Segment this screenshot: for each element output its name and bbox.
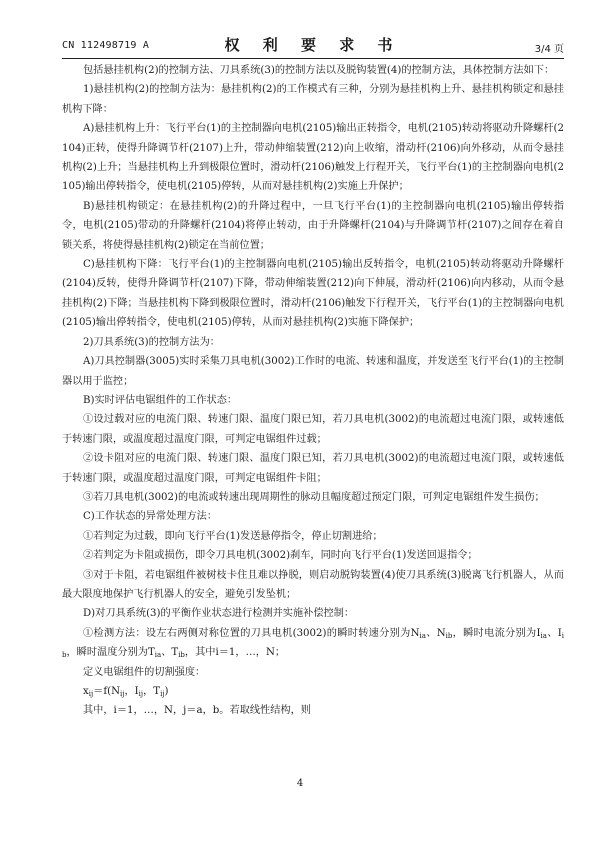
paragraph: ②设卡阻对应的电流门限、转速门限、温度门限已知，若刀具电机(3002)的电流超过电流门限，或转速低于转速门限，或温度超过温度门限，可判定电锯组件卡阻；	[62, 453, 564, 484]
paragraph: ①设过载对应的电流门限、转速门限、温度门限已知，若刀具电机(3002)的电流超过电流门限，或转速低于转速门限，或温度超过温度门限，可判定电锯组件过载；	[62, 414, 564, 445]
paragraph: D)对刀具系统(3)的平衡作业状态进行检测并实施补偿控制：	[83, 608, 355, 620]
paragraph: A)悬挂机构上升：飞行平台(1)的主控制器向电机(2105)输出正转指令，电机(2105)转动将驱动升降螺杆(2104)正转，使得升降调节杆(2107)上升，带动伸缩装置(212)向上收缩，滑动杆(2106)向外移动，从而令悬挂机构(2)上升；当悬挂机构上升到极限位置时，滑动杆(2106)触发上行程开关，飞行平台(1)的主控制器向电机(2105)输出停转指令，使电机(2105)停转，从而对悬挂机构(2)实施上升保护；	[62, 123, 564, 193]
paragraph: ③若刀具电机(3002)的电流或转速出现周期性的脉动且幅度超过预定门限，可判定电锯组件发生损伤；	[83, 491, 545, 503]
page-indicator: 3/4 页	[534, 44, 564, 55]
claims-body	[62, 61, 564, 721]
paragraph: ①若判定为过载，即向飞行平台(1)发送悬停指令，停止切割进给；	[83, 530, 383, 542]
paragraph: C)悬挂机构下降：飞行平台(1)的主控制器向电机(2105)输出反转指令，电机(2105)转动将驱动升降螺杆(2104)反转，使得升降调节杆(2107)下降，带动伸缩装置(212)向下伸展，滑动杆(2106)向内移动，从而令悬挂机构(2)下降；当悬挂机构下降到极限位置时，滑动杆(2106)触发下行程开关，飞行平台(1)的主控制器向电机(2105)输出停转指令，使电机(2105)停转，从而对悬挂机构(2)实施下降保护；	[62, 259, 564, 329]
paragraph: ③对于卡阻，若电锯组件被树枝卡住且难以挣脱，则启动脱钩装置(4)使刀具系统(3)脱离飞行机器人，从而最大限度地保护飞行机器人的安全，避免引发坠机；	[62, 569, 564, 600]
paragraph: B)悬挂机构锁定：在悬挂机构(2)的升降过程中，一旦飞行平台(1)的主控制器向电机(2105)输出停转指令，电机(2105)带动的升降螺杆(2104)将停止转动，由于升降螺杆(2104)与升降调节杆(2107)之间存在着自锁关系，将使得悬挂机构(2)锁定在当前位置；	[62, 200, 564, 251]
paragraph: 定义电锯组件的切割强度：	[83, 666, 206, 678]
paragraph: 2)刀具系统(3)的控制方法为：	[83, 336, 220, 348]
publication-number: CN 112498719 A	[62, 40, 150, 51]
page-number: 4	[296, 778, 304, 789]
paragraph: A)刀具控制器(3005)实时采集刀具电机(3002)工作时的电流、转速和温度，并发送至飞行平台(1)的主控制器以用于监控；	[62, 356, 564, 387]
paragraph: C)工作状态的异常处理方法：	[83, 511, 218, 523]
detection-method-paragraph: ①检测方法：设左右两侧对称位置的刀具电机(3002)的瞬时转速分别为$N_{ia}$、$N_{ib}$，瞬时电流分别为$I_{ia}$、$I_{ib}$，瞬时温度分别为$T_{ia}$、$T_{ib}$，其中i＝1，…，N；	[62, 627, 564, 660]
paragraph: 其中，i＝1，…，N，j＝a，b。若取线性结构，则	[83, 705, 311, 717]
cutting-intensity-formula: $x_{ij}=f(N_{ij}$，$I_{ij}$，$T_{ij}$)	[83, 686, 169, 698]
paragraph: 包括悬挂机构(2)的控制方法、刀具系统(3)的控制方法以及脱钩装置(4)的控制方法，具体控制方法如下：	[83, 65, 555, 76]
document-title: 权 利 要 求 书	[224, 36, 402, 54]
paragraph: 1)悬挂机构(2)的控制方法为：悬挂机构(2)的工作模式有三种，分别为悬挂机构上升、悬挂机构锁定和悬挂机构下降：	[62, 84, 564, 115]
page-header	[62, 34, 564, 58]
header-rule	[62, 58, 564, 59]
paragraph: ②若判定为卡阻或损伤，即令刀具电机(3002)刹车，同时向飞行平台(1)发送回退指令；	[83, 550, 478, 562]
paragraph: B)实时评估电锯组件的工作状态：	[83, 394, 238, 406]
